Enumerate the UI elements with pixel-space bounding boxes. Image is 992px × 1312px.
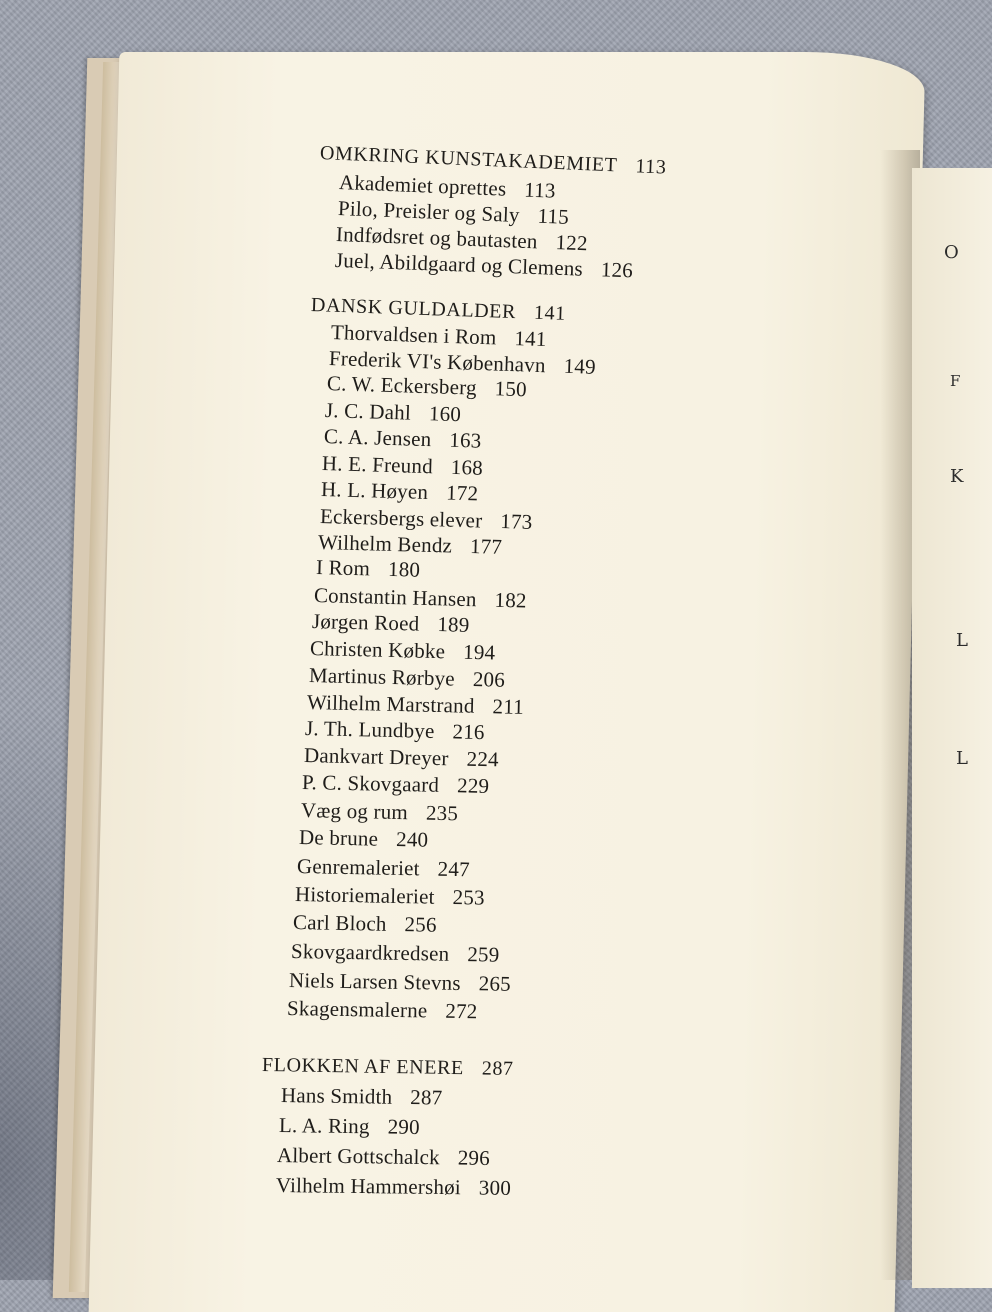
entry-page-number: 247 bbox=[437, 856, 471, 882]
entry-page-number: 189 bbox=[437, 612, 470, 637]
entry-page-number: 149 bbox=[563, 353, 597, 379]
entry-page-number: 229 bbox=[456, 773, 490, 798]
entry-title: H. E. Freund bbox=[321, 451, 434, 479]
entry-page-number: 172 bbox=[445, 480, 479, 506]
entry-page-number: 272 bbox=[445, 998, 478, 1024]
entry-title: L. A. Ring bbox=[278, 1113, 370, 1139]
entry-page-number: 122 bbox=[555, 230, 589, 256]
entry-title: Wilhelm Bendz bbox=[317, 530, 453, 558]
section-page-number: 141 bbox=[533, 301, 567, 325]
entry-page-number: 177 bbox=[469, 533, 503, 559]
entry-title: Jørgen Roed bbox=[311, 609, 420, 636]
toc-entry bbox=[299, 825, 429, 853]
entry-page-number: 194 bbox=[462, 639, 496, 665]
entry-page-number: 150 bbox=[494, 376, 528, 402]
entry-title: Wilhelm Marstrand bbox=[306, 690, 475, 718]
entry-title: Eckersbergs elever bbox=[319, 504, 483, 533]
right-page-letter: K bbox=[950, 466, 964, 487]
toc-section-heading bbox=[262, 1054, 514, 1081]
entry-title: Akademiet oprettes bbox=[338, 170, 507, 201]
entry-page-number: 113 bbox=[523, 177, 557, 203]
entry-page-number: 290 bbox=[387, 1114, 420, 1139]
entry-page-number: 224 bbox=[466, 746, 500, 772]
entry-page-number: 216 bbox=[452, 719, 485, 745]
entry-page-number: 253 bbox=[452, 885, 485, 910]
section-title: FLOKKEN AF ENERE bbox=[261, 1054, 464, 1080]
entry-title: Skagensmalerne bbox=[286, 996, 428, 1023]
toc-entry bbox=[335, 248, 634, 283]
entry-page-number: 300 bbox=[478, 1175, 512, 1200]
toc-entry bbox=[279, 1113, 420, 1140]
entry-page-number: 235 bbox=[425, 800, 459, 826]
toc-entry bbox=[293, 910, 437, 938]
right-page-letter: F bbox=[950, 372, 961, 390]
toc-entry bbox=[307, 690, 524, 720]
toc-entry bbox=[309, 663, 506, 693]
entry-page-number: 256 bbox=[404, 912, 437, 937]
toc-entry bbox=[325, 398, 462, 427]
entry-title: De brune bbox=[298, 825, 379, 851]
toc-entry bbox=[276, 1173, 511, 1201]
entry-page-number: 163 bbox=[449, 427, 482, 453]
entry-title: Pilo, Preisler og Saly bbox=[337, 196, 521, 227]
toc-entry bbox=[324, 424, 482, 454]
toc-entry bbox=[301, 798, 459, 826]
entry-page-number: 160 bbox=[428, 401, 462, 427]
entry-page-number: 180 bbox=[387, 556, 421, 582]
entry-page-number: 115 bbox=[537, 203, 570, 229]
right-page-letter: L bbox=[956, 630, 968, 651]
entry-title: Thorvaldsen i Rom bbox=[330, 320, 497, 350]
toc-entry bbox=[287, 996, 478, 1024]
entry-page-number: 211 bbox=[492, 694, 525, 719]
toc-entry bbox=[305, 716, 485, 745]
entry-title: Genremaleriet bbox=[296, 854, 420, 881]
entry-title: Carl Bloch bbox=[292, 910, 387, 936]
toc-entry bbox=[304, 743, 499, 772]
entry-title: Hans Smidth bbox=[280, 1083, 393, 1109]
entry-page-number: 296 bbox=[457, 1145, 491, 1170]
entry-title: Indfødsret og bautasten bbox=[335, 222, 539, 254]
entry-title: Constantin Hansen bbox=[313, 583, 477, 612]
entry-page-number: 182 bbox=[494, 587, 528, 613]
entry-page-number: 141 bbox=[514, 326, 547, 352]
entry-page-number: 126 bbox=[600, 257, 634, 283]
toc-entry bbox=[312, 609, 470, 638]
entry-title: C. A. Jensen bbox=[323, 424, 432, 452]
entry-page-number: 265 bbox=[478, 971, 512, 996]
entry-title: Væg og rum bbox=[300, 798, 409, 825]
toc-entry bbox=[277, 1143, 490, 1171]
toc-entry bbox=[291, 939, 500, 968]
entry-title: Martinus Rørbye bbox=[308, 663, 456, 691]
toc-entry bbox=[281, 1083, 443, 1111]
right-page-letter: L bbox=[956, 748, 968, 769]
entry-title: C. W. Eckersberg bbox=[326, 371, 478, 400]
toc-entry bbox=[289, 968, 511, 997]
toc-entry bbox=[316, 555, 421, 583]
entry-title: J. Th. Lundbye bbox=[304, 716, 435, 743]
right-page-letter: O bbox=[944, 242, 959, 263]
entry-title: H. L. Høyen bbox=[320, 477, 429, 504]
entry-title: Vilhelm Hammershøi bbox=[275, 1173, 462, 1200]
toc-entry bbox=[327, 371, 528, 402]
section-page-number: 287 bbox=[481, 1057, 514, 1080]
entry-title: Niels Larsen Stevns bbox=[288, 968, 461, 995]
entry-title: J. C. Dahl bbox=[324, 398, 412, 425]
entry-page-number: 259 bbox=[467, 942, 500, 967]
toc-entry bbox=[310, 636, 496, 666]
section-page-number: 113 bbox=[634, 155, 667, 179]
toc-entry bbox=[322, 451, 484, 481]
entry-title: Frederik VI's København bbox=[328, 346, 547, 378]
section-title: DANSK GULDALDER bbox=[310, 294, 517, 324]
entry-title: Historiemaleriet bbox=[294, 882, 435, 909]
toc-entry bbox=[295, 882, 485, 911]
toc-entry bbox=[302, 770, 490, 799]
entry-page-number: 206 bbox=[472, 667, 506, 692]
section-title: OMKRING KUNSTAKADEMIET bbox=[319, 142, 618, 177]
entry-page-number: 240 bbox=[395, 827, 429, 852]
entry-title: Dankvart Dreyer bbox=[303, 743, 449, 771]
entry-title: I Rom bbox=[315, 555, 371, 581]
entry-title: Juel, Abildgaard og Clemens bbox=[334, 248, 584, 281]
entry-title: Albert Gottschalck bbox=[276, 1143, 440, 1170]
entry-title: P. C. Skovgaard bbox=[301, 770, 440, 797]
entry-page-number: 173 bbox=[499, 509, 533, 534]
entry-title: Christen Købke bbox=[309, 636, 446, 664]
toc-entry bbox=[297, 854, 470, 882]
toc-entry bbox=[321, 477, 479, 506]
entry-page-number: 287 bbox=[410, 1085, 443, 1110]
entry-page-number: 168 bbox=[450, 454, 484, 480]
entry-title: Skovgaardkredsen bbox=[290, 939, 450, 966]
